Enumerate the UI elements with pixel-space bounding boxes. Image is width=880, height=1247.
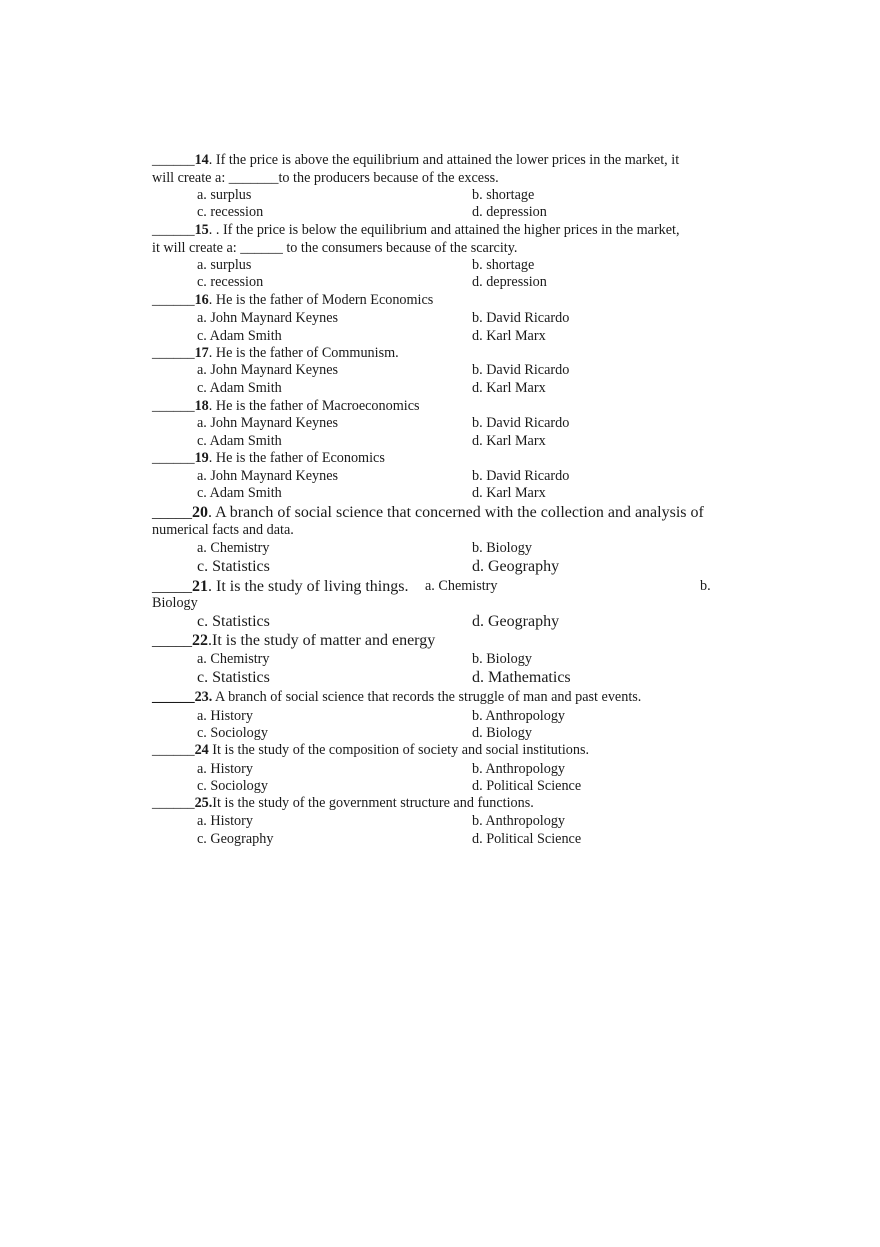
question-text: . If the price is above the equilibrium and attained the lower prices in the market, it (208, 152, 680, 168)
question-text: . A branch of social science that concerned with the collection and analysis of (208, 504, 704, 521)
answer-blank[interactable]: _____ (152, 578, 192, 595)
question-21 (152, 577, 408, 596)
option-b: b. David Ricardo (472, 468, 570, 484)
option-b-continued: Biology (152, 595, 198, 611)
option-b: b. David Ricardo (472, 310, 570, 326)
question-text-continued: numerical facts and data. (152, 522, 294, 538)
question-text: It is the study of the government structure and functions. (212, 795, 534, 811)
option-a: a. Chemistry (197, 651, 270, 667)
question-number: 19 (194, 450, 209, 466)
answer-blank[interactable]: ______ (152, 450, 195, 466)
option-a: a. History (197, 813, 253, 829)
option-b: b. shortage (472, 187, 535, 203)
option-c: c. Sociology (197, 725, 268, 741)
question-25 (152, 795, 534, 812)
answer-blank[interactable]: ______ (152, 689, 195, 705)
option-d: d. Karl Marx (472, 433, 546, 449)
answer-blank[interactable]: ______ (152, 152, 195, 168)
question-16 (152, 292, 433, 309)
question-text: . He is the father of Macroeconomics (208, 398, 420, 414)
option-b: b. Biology (472, 651, 532, 667)
option-c: c. Sociology (197, 778, 268, 794)
option-c: c. Adam Smith (197, 328, 282, 344)
answer-blank[interactable]: ______ (152, 795, 195, 811)
answer-blank[interactable]: _____ (152, 632, 192, 649)
option-a: a. John Maynard Keynes (197, 362, 339, 378)
question-text: . It is the study of living things. (208, 578, 409, 595)
question-14 (152, 152, 679, 169)
option-a: a. John Maynard Keynes (197, 415, 339, 431)
question-number: 17 (194, 345, 209, 361)
question-text-continued: will create a: _______to the producers because of the excess. (152, 170, 499, 186)
answer-blank[interactable]: ______ (152, 345, 195, 361)
option-b: b. Anthropology (472, 761, 566, 777)
option-a: a. John Maynard Keynes (197, 310, 339, 326)
question-text: . He is the father of Communism. (208, 345, 399, 361)
option-a: a. surplus (197, 257, 252, 273)
question-15 (152, 222, 680, 239)
question-text: It is the study of the composition of society and social institutions. (208, 742, 590, 758)
question-number: 16 (194, 292, 209, 308)
option-d: d. Biology (472, 725, 532, 741)
question-text-continued: it will create a: ______ to the consumers because of the scarcity. (152, 240, 518, 256)
option-c: c. Statistics (197, 558, 270, 575)
option-b: b. David Ricardo (472, 415, 570, 431)
question-text: A branch of social science that records the struggle of man and past events. (212, 689, 642, 705)
option-d: d. Political Science (472, 831, 582, 847)
question-number: 25. (194, 795, 213, 811)
option-d: d. Karl Marx (472, 328, 546, 344)
option-a: a. Chemistry (425, 578, 498, 594)
question-number: 23. (194, 689, 213, 705)
option-d: d. depression (472, 204, 547, 220)
option-c: c. Adam Smith (197, 433, 282, 449)
answer-blank[interactable]: _____ (152, 504, 192, 521)
option-b: b. Biology (472, 540, 532, 556)
option-c: c. recession (197, 274, 264, 290)
option-a: a. Chemistry (197, 540, 270, 556)
question-number: 21 (192, 578, 208, 595)
option-c: c. Geography (197, 831, 274, 847)
question-24 (152, 742, 589, 759)
option-c: c. recession (197, 204, 264, 220)
option-d: d. Mathematics (472, 669, 571, 686)
question-text: . . If the price is below the equilibrium and attained the higher prices in the market, (208, 222, 680, 238)
question-number: 14 (194, 152, 209, 168)
option-d: d. Karl Marx (472, 380, 546, 396)
question-number: 15 (194, 222, 209, 238)
question-23 (152, 689, 641, 706)
option-c: c. Adam Smith (197, 380, 282, 396)
option-b: b. Anthropology (472, 813, 566, 829)
option-c: c. Statistics (197, 613, 270, 630)
option-b: b. shortage (472, 257, 535, 273)
question-number: 20 (192, 504, 208, 521)
question-20 (152, 503, 704, 522)
question-text: . He is the father of Modern Economics (208, 292, 434, 308)
question-22 (152, 631, 435, 650)
option-c: c. Adam Smith (197, 485, 282, 501)
option-b: b. Anthropology (472, 708, 566, 724)
option-b: b. David Ricardo (472, 362, 570, 378)
question-text: . He is the father of Economics (208, 450, 385, 466)
question-19 (152, 450, 385, 467)
option-a: a. History (197, 708, 253, 724)
question-18 (152, 398, 420, 415)
option-d: d. depression (472, 274, 547, 290)
answer-blank[interactable]: ______ (152, 398, 195, 414)
question-17 (152, 345, 399, 362)
question-number: 24 (194, 742, 209, 758)
question-number: 22 (192, 632, 208, 649)
answer-blank[interactable]: ______ (152, 742, 195, 758)
option-c: c. Statistics (197, 669, 270, 686)
option-d: d. Geography (472, 613, 560, 630)
option-a: a. History (197, 761, 253, 777)
answer-blank[interactable]: ______ (152, 222, 195, 238)
question-number: 18 (194, 398, 209, 414)
option-b: b. (700, 578, 711, 594)
question-text: .It is the study of matter and energy (208, 632, 436, 649)
option-a: a. surplus (197, 187, 252, 203)
option-a: a. John Maynard Keynes (197, 468, 339, 484)
option-d: d. Political Science (472, 778, 582, 794)
answer-blank[interactable]: ______ (152, 292, 195, 308)
option-d: d. Geography (472, 558, 560, 575)
option-d: d. Karl Marx (472, 485, 546, 501)
